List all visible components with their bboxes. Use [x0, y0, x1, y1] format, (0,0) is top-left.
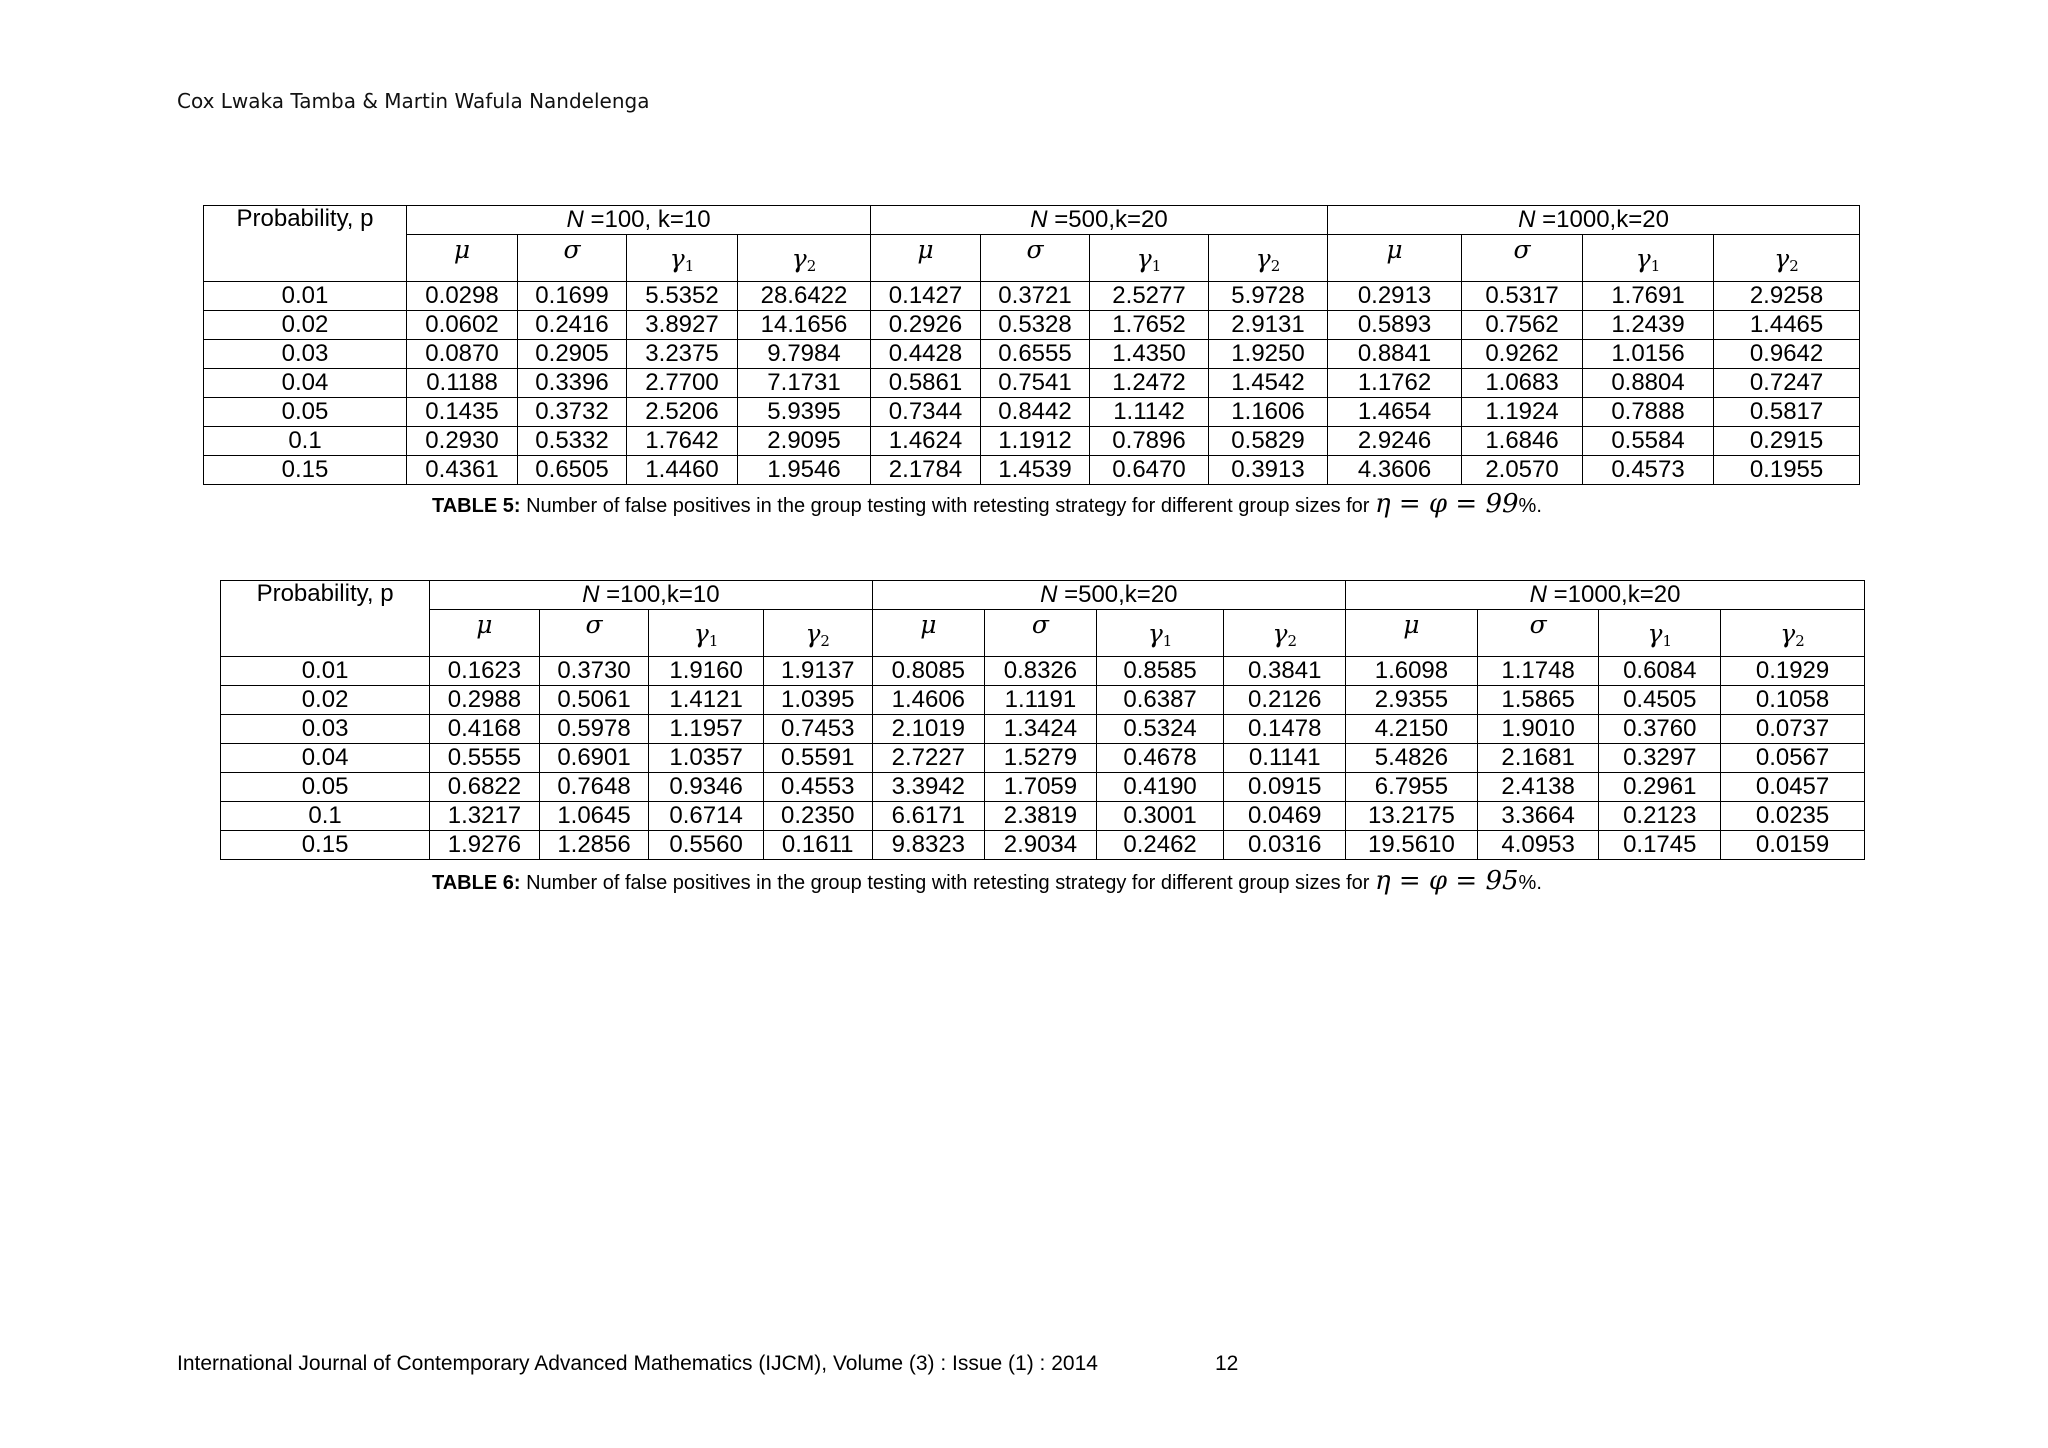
value-cell: 0.1427	[871, 282, 981, 311]
value-cell: 0.1623	[430, 657, 540, 686]
gamma2-symbol: $\gamma_2$	[1721, 610, 1865, 657]
journal-footer: International Journal of Contemporary Advanced Mathematics (IJCM), Volume (3) : Issue (1) : 2014	[177, 1352, 1098, 1375]
value-cell: 0.5317	[1462, 282, 1583, 311]
value-cell: 0.6470	[1090, 456, 1209, 485]
value-cell: 0.6555	[981, 340, 1090, 369]
group-header-n500: N =500,k=20	[872, 581, 1346, 610]
value-cell: 0.3001	[1096, 802, 1224, 831]
value-cell: 0.2416	[518, 311, 627, 340]
table-row	[221, 744, 1865, 773]
value-cell: 1.1762	[1328, 369, 1462, 398]
caption-equation: η = φ = 95	[1375, 866, 1519, 896]
value-cell: 19.5610	[1346, 831, 1478, 860]
value-cell: 1.3424	[985, 715, 1097, 744]
table-6	[220, 580, 1865, 860]
value-cell: 1.4121	[649, 686, 764, 715]
gamma2-symbol: $\gamma_2$	[1224, 610, 1346, 657]
value-cell: 0.4168	[430, 715, 540, 744]
group-header-n100: N =100, k=10	[407, 206, 871, 235]
value-cell: 0.5893	[1328, 311, 1462, 340]
table-row	[221, 831, 1865, 860]
value-cell: 0.3841	[1224, 657, 1346, 686]
table-row	[221, 686, 1865, 715]
value-cell: 0.1478	[1224, 715, 1346, 744]
value-cell: 0.5584	[1583, 427, 1714, 456]
value-cell: 2.9131	[1209, 311, 1328, 340]
value-cell: 0.1699	[518, 282, 627, 311]
group-header-n1000: N =1000,k=20	[1346, 581, 1865, 610]
value-cell: 0.0915	[1224, 773, 1346, 802]
table-row	[204, 311, 1860, 340]
value-cell: 3.3664	[1477, 802, 1599, 831]
value-cell: 1.4539	[981, 456, 1090, 485]
value-cell: 1.1748	[1477, 657, 1599, 686]
value-cell: 0.2926	[871, 311, 981, 340]
value-cell: 0.6822	[430, 773, 540, 802]
gamma1-symbol: $\gamma_1$	[627, 235, 738, 282]
value-cell: 0.3732	[518, 398, 627, 427]
value-cell: 0.5061	[539, 686, 649, 715]
value-cell: 1.9160	[649, 657, 764, 686]
value-cell: 14.1656	[738, 311, 871, 340]
value-cell: 2.7227	[872, 744, 985, 773]
sigma-symbol: σ	[981, 235, 1090, 282]
value-cell: 0.0159	[1721, 831, 1865, 860]
value-cell: 2.0570	[1462, 456, 1583, 485]
value-cell: 0.0737	[1721, 715, 1865, 744]
value-cell: 0.1745	[1599, 831, 1721, 860]
value-cell: 2.1784	[871, 456, 981, 485]
value-cell: 1.0395	[763, 686, 872, 715]
probability-cell: 0.03	[221, 715, 430, 744]
value-cell: 0.0298	[407, 282, 518, 311]
value-cell: 1.9276	[430, 831, 540, 860]
value-cell: 0.5817	[1714, 398, 1860, 427]
value-cell: 0.7541	[981, 369, 1090, 398]
table-6-caption: TABLE 6: Number of false positives in the group testing with retesting strategy for different group sizes for η = φ = 95%.	[432, 866, 1542, 896]
value-cell: 1.2472	[1090, 369, 1209, 398]
value-cell: 7.1731	[738, 369, 871, 398]
value-cell: 1.4465	[1714, 311, 1860, 340]
value-cell: 0.3721	[981, 282, 1090, 311]
value-cell: 1.1924	[1462, 398, 1583, 427]
table-row	[221, 802, 1865, 831]
value-cell: 0.6387	[1096, 686, 1224, 715]
value-cell: 0.5591	[763, 744, 872, 773]
gamma2-symbol: $\gamma_2$	[738, 235, 871, 282]
probability-cell: 0.1	[204, 427, 407, 456]
value-cell: 1.6846	[1462, 427, 1583, 456]
value-cell: 0.4428	[871, 340, 981, 369]
value-cell: 0.1058	[1721, 686, 1865, 715]
value-cell: 0.5829	[1209, 427, 1328, 456]
sigma-symbol: σ	[985, 610, 1097, 657]
probability-header: Probability, p	[204, 206, 407, 282]
value-cell: 0.5324	[1096, 715, 1224, 744]
value-cell: 2.9246	[1328, 427, 1462, 456]
table-5	[203, 205, 1860, 485]
value-cell: 1.1957	[649, 715, 764, 744]
value-cell: 2.5206	[627, 398, 738, 427]
gamma1-symbol: $\gamma_1$	[1599, 610, 1721, 657]
table-row	[221, 715, 1865, 744]
value-cell: 0.0602	[407, 311, 518, 340]
value-cell: 1.3217	[430, 802, 540, 831]
sigma-symbol: σ	[1477, 610, 1599, 657]
value-cell: 0.6084	[1599, 657, 1721, 686]
value-cell: 1.0645	[539, 802, 649, 831]
value-cell: 0.2961	[1599, 773, 1721, 802]
mu-symbol: μ	[1346, 610, 1478, 657]
value-cell: 2.9095	[738, 427, 871, 456]
group-header-n1000: N =1000,k=20	[1328, 206, 1860, 235]
value-cell: 9.7984	[738, 340, 871, 369]
value-cell: 0.0870	[407, 340, 518, 369]
value-cell: 0.3730	[539, 657, 649, 686]
table-row	[204, 456, 1860, 485]
group-header-n100: N =100,k=10	[430, 581, 872, 610]
value-cell: 0.3913	[1209, 456, 1328, 485]
gamma1-symbol: $\gamma_1$	[1096, 610, 1224, 657]
probability-cell: 0.05	[204, 398, 407, 427]
value-cell: 0.2930	[407, 427, 518, 456]
mu-symbol: μ	[872, 610, 985, 657]
value-cell: 0.7562	[1462, 311, 1583, 340]
page-number: 12	[1215, 1352, 1239, 1375]
mu-symbol: μ	[1328, 235, 1462, 282]
value-cell: 1.7059	[985, 773, 1097, 802]
probability-cell: 0.04	[221, 744, 430, 773]
value-cell: 2.1681	[1477, 744, 1599, 773]
value-cell: 0.2913	[1328, 282, 1462, 311]
gamma1-symbol: $\gamma_1$	[1090, 235, 1209, 282]
value-cell: 0.1141	[1224, 744, 1346, 773]
value-cell: 2.4138	[1477, 773, 1599, 802]
value-cell: 0.4361	[407, 456, 518, 485]
value-cell: 5.5352	[627, 282, 738, 311]
value-cell: 2.9355	[1346, 686, 1478, 715]
value-cell: 5.4826	[1346, 744, 1478, 773]
value-cell: 0.7888	[1583, 398, 1714, 427]
value-cell: 0.9642	[1714, 340, 1860, 369]
value-cell: 0.7453	[763, 715, 872, 744]
value-cell: 1.9010	[1477, 715, 1599, 744]
value-cell: 0.2905	[518, 340, 627, 369]
value-cell: 0.8085	[872, 657, 985, 686]
value-cell: 0.1955	[1714, 456, 1860, 485]
value-cell: 1.9546	[738, 456, 871, 485]
value-cell: 0.2462	[1096, 831, 1224, 860]
value-cell: 28.6422	[738, 282, 871, 311]
probability-cell: 0.01	[204, 282, 407, 311]
mu-symbol: μ	[871, 235, 981, 282]
probability-cell: 0.04	[204, 369, 407, 398]
value-cell: 1.4350	[1090, 340, 1209, 369]
value-cell: 4.3606	[1328, 456, 1462, 485]
value-cell: 0.8841	[1328, 340, 1462, 369]
probability-cell: 0.05	[221, 773, 430, 802]
value-cell: 1.4606	[872, 686, 985, 715]
value-cell: 1.1142	[1090, 398, 1209, 427]
value-cell: 0.0567	[1721, 744, 1865, 773]
table-5-caption: TABLE 5: Number of false positives in the group testing with retesting strategy for different group sizes for η = φ = 99%.	[432, 489, 1542, 519]
table-row	[221, 657, 1865, 686]
value-cell: 2.9258	[1714, 282, 1860, 311]
value-cell: 0.4553	[763, 773, 872, 802]
value-cell: 1.2856	[539, 831, 649, 860]
value-cell: 2.3819	[985, 802, 1097, 831]
value-cell: 5.9728	[1209, 282, 1328, 311]
value-cell: 0.5560	[649, 831, 764, 860]
value-cell: 0.9262	[1462, 340, 1583, 369]
mu-symbol: μ	[407, 235, 518, 282]
value-cell: 0.3396	[518, 369, 627, 398]
value-cell: 0.0235	[1721, 802, 1865, 831]
value-cell: 2.7700	[627, 369, 738, 398]
value-cell: 6.6171	[872, 802, 985, 831]
running-header: Cox Lwaka Tamba & Martin Wafula Nandelenga	[177, 89, 650, 113]
gamma2-symbol: $\gamma_2$	[1209, 235, 1328, 282]
sigma-symbol: σ	[1462, 235, 1583, 282]
value-cell: 1.4654	[1328, 398, 1462, 427]
table-6-body	[221, 657, 1865, 860]
value-cell: 0.4678	[1096, 744, 1224, 773]
table-row	[204, 340, 1860, 369]
gamma1-symbol: $\gamma_1$	[649, 610, 764, 657]
mu-symbol: μ	[430, 610, 540, 657]
table-5-body	[204, 282, 1860, 485]
value-cell: 2.5277	[1090, 282, 1209, 311]
value-cell: 0.5332	[518, 427, 627, 456]
value-cell: 0.2123	[1599, 802, 1721, 831]
value-cell: 0.0457	[1721, 773, 1865, 802]
value-cell: 3.3942	[872, 773, 985, 802]
value-cell: 4.2150	[1346, 715, 1478, 744]
value-cell: 0.0469	[1224, 802, 1346, 831]
caption-equation: η = φ = 99	[1375, 489, 1519, 519]
probability-cell: 0.02	[221, 686, 430, 715]
value-cell: 0.2988	[430, 686, 540, 715]
probability-cell: 0.03	[204, 340, 407, 369]
value-cell: 1.9137	[763, 657, 872, 686]
probability-cell: 0.1	[221, 802, 430, 831]
symbol-row	[204, 235, 1860, 282]
value-cell: 13.2175	[1346, 802, 1478, 831]
value-cell: 2.9034	[985, 831, 1097, 860]
value-cell: 0.1188	[407, 369, 518, 398]
value-cell: 0.5978	[539, 715, 649, 744]
value-cell: 0.1435	[407, 398, 518, 427]
value-cell: 0.1929	[1721, 657, 1865, 686]
table-row	[204, 427, 1860, 456]
value-cell: 0.7648	[539, 773, 649, 802]
value-cell: 1.9250	[1209, 340, 1328, 369]
value-cell: 4.0953	[1477, 831, 1599, 860]
value-cell: 0.3297	[1599, 744, 1721, 773]
value-cell: 1.5865	[1477, 686, 1599, 715]
value-cell: 5.9395	[738, 398, 871, 427]
value-cell: 0.0316	[1224, 831, 1346, 860]
value-cell: 0.7896	[1090, 427, 1209, 456]
value-cell: 1.0683	[1462, 369, 1583, 398]
gamma2-symbol: $\gamma_2$	[763, 610, 872, 657]
probability-cell: 0.15	[204, 456, 407, 485]
value-cell: 1.2439	[1583, 311, 1714, 340]
group-header-n500: N =500,k=20	[871, 206, 1328, 235]
value-cell: 6.7955	[1346, 773, 1478, 802]
value-cell: 3.8927	[627, 311, 738, 340]
value-cell: 1.4624	[871, 427, 981, 456]
value-cell: 0.6901	[539, 744, 649, 773]
value-cell: 0.2126	[1224, 686, 1346, 715]
value-cell: 0.9346	[649, 773, 764, 802]
value-cell: 0.4573	[1583, 456, 1714, 485]
value-cell: 1.5279	[985, 744, 1097, 773]
table-5-head	[204, 206, 1860, 282]
value-cell: 1.1912	[981, 427, 1090, 456]
table-row	[204, 369, 1860, 398]
probability-header: Probability, p	[221, 581, 430, 657]
value-cell: 0.5555	[430, 744, 540, 773]
value-cell: 0.8804	[1583, 369, 1714, 398]
value-cell: 0.4505	[1599, 686, 1721, 715]
value-cell: 1.7691	[1583, 282, 1714, 311]
probability-cell: 0.01	[221, 657, 430, 686]
value-cell: 0.6714	[649, 802, 764, 831]
value-cell: 0.5861	[871, 369, 981, 398]
value-cell: 0.4190	[1096, 773, 1224, 802]
value-cell: 1.4542	[1209, 369, 1328, 398]
value-cell: 9.8323	[872, 831, 985, 860]
value-cell: 1.1606	[1209, 398, 1328, 427]
value-cell: 0.5328	[981, 311, 1090, 340]
table-row	[204, 398, 1860, 427]
value-cell: 0.3760	[1599, 715, 1721, 744]
value-cell: 1.7652	[1090, 311, 1209, 340]
gamma2-symbol: $\gamma_2$	[1714, 235, 1860, 282]
value-cell: 0.1611	[763, 831, 872, 860]
table-6-head	[221, 581, 1865, 657]
value-cell: 0.2350	[763, 802, 872, 831]
probability-cell: 0.02	[204, 311, 407, 340]
value-cell: 1.4460	[627, 456, 738, 485]
table-row	[221, 773, 1865, 802]
value-cell: 1.0156	[1583, 340, 1714, 369]
value-cell: 1.7642	[627, 427, 738, 456]
symbol-row	[221, 610, 1865, 657]
probability-cell: 0.15	[221, 831, 430, 860]
value-cell: 0.7247	[1714, 369, 1860, 398]
value-cell: 0.8585	[1096, 657, 1224, 686]
value-cell: 0.6505	[518, 456, 627, 485]
sigma-symbol: σ	[539, 610, 649, 657]
value-cell: 0.7344	[871, 398, 981, 427]
value-cell: 1.0357	[649, 744, 764, 773]
value-cell: 0.8442	[981, 398, 1090, 427]
value-cell: 0.8326	[985, 657, 1097, 686]
value-cell: 1.1191	[985, 686, 1097, 715]
table-row	[204, 282, 1860, 311]
value-cell: 2.1019	[872, 715, 985, 744]
value-cell: 3.2375	[627, 340, 738, 369]
gamma1-symbol: $\gamma_1$	[1583, 235, 1714, 282]
value-cell: 1.6098	[1346, 657, 1478, 686]
sigma-symbol: σ	[518, 235, 627, 282]
value-cell: 0.2915	[1714, 427, 1860, 456]
